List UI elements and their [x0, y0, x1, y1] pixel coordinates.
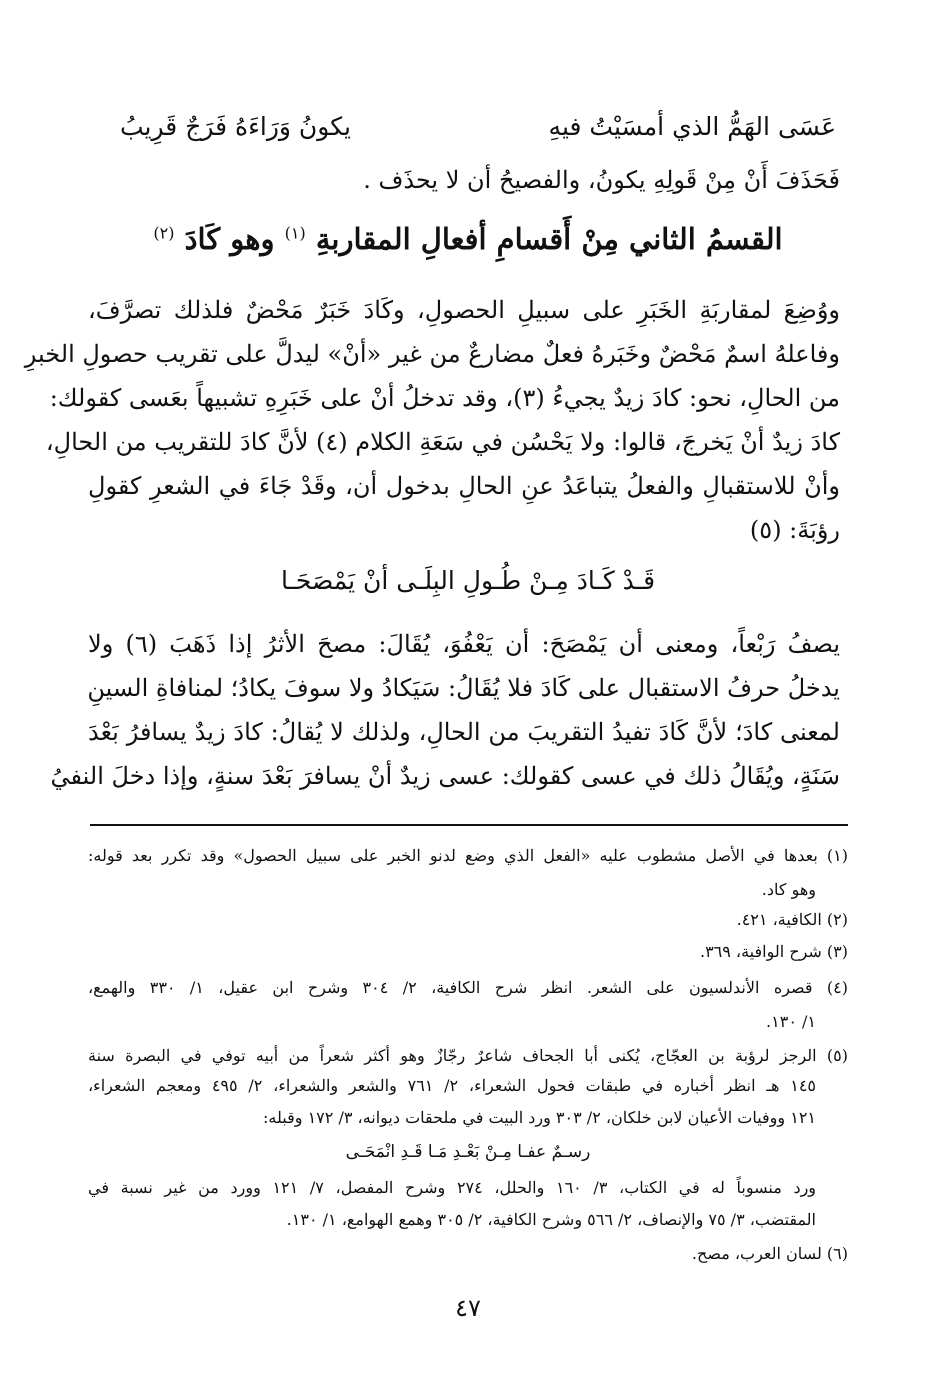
page-number: ٤٧: [455, 1294, 481, 1322]
footnote-1-cont: وهو كاد.: [761, 880, 816, 899]
text-line-4: من الحالِ، نحو: كادَ زيدٌ يجيءُ (٣)، وقد تدخلُ أنْ على خَبَرِهِ تشبيهاً بعَسى كقولك:: [49, 384, 840, 412]
poem-verse-2: قَـدْ كَـادَ مِـنْ طُـولِ البِلَـى أنْ يَمْصَحَـا: [280, 566, 656, 595]
footnote-4: (٤) قصره الأندلسيون على الشعر. انظر شرح الكافية، ٢/ ٣٠٤ وشرح ابن عقيل، ١/ ٣٣٠ والهمع،: [88, 978, 849, 997]
verse-first-hemistich: عَسَى الهَمُّ الذي أمسَيْتُ فيهِ: [548, 111, 836, 141]
footnote-ref-1: (١): [284, 223, 306, 243]
text-line-8: يصفُ رَبْعاً، ومعنى أن يَمْصَحَ: أن يَعْفُوَ، يُقَالَ: مصحَ الأثرُ إذا ذَهَبَ (٦) ولا: [88, 630, 840, 658]
footnote-2: (٢) الكافية، ٤٢١.: [736, 910, 848, 929]
text-line-7: رؤبَةَ: (٥): [749, 516, 840, 544]
footnote-1: (١) بعدها في الأصل مشطوب عليه «الفعل الذي وضع لدنو الخبر على سبيل الحصول» وقد تكرر بعد قوله:: [88, 846, 848, 865]
footnote-4-cont: ١/ ١٣٠.: [766, 1012, 816, 1031]
footnote-divider: [90, 824, 848, 826]
footnote-5: (٥) الرجز لرؤبة بن العجّاج، يُكنى أبا الجحاف شاعرٌ رجّازٌ وهو أكثر شعراً من أبيه توفي في البصرة سنة: [88, 1046, 848, 1065]
poem-verse-1: [120, 100, 836, 152]
text-line-9: يدخلُ حرفُ الاستقبال على كَادَ فلا يُقَالُ: سَيَكادُ ولا سوفَ يكادُ؛ لمنافاةِ السينِ: [87, 674, 840, 702]
footnote-5-line-3: ١٢١ ووفيات الأعيان لابن خلكان، ٢/ ٣٠٣ ورد البيت في ملحقات ديوانه، ٣/ ١٧٢ وقبله:: [263, 1108, 816, 1127]
text-line-5: كادَ زيدٌ أنْ يَخرجَ، قالوا: ولا يَحْسُن في سَعَةِ الكلام (٤) لأنَّ كادَ للتقريب من الحالِ،: [45, 428, 840, 456]
verse-second-hemistich: يكونُ وَرَاءَهُ فَرَجٌ قَرِيبُ: [120, 111, 351, 141]
heading-text-a: القسمُ الثاني مِنْ أَقسامِ أفعالِ المقاربةِ: [315, 222, 783, 256]
footnote-5-line-5: ورد منسوباً له في الكتاب، ٣/ ١٦٠ والحلل، ٢٧٤ وشرح المفصل، ٧/ ١٢١ وورد من غير نسبة في: [88, 1178, 817, 1197]
text-line-2: ووُضِعَ لمقاربَةِ الخَبَرِ على سبيلِ الحصولِ، وكَادَ خَبَرٌ مَحْضٌ فلذلك تصرَّفَ،: [88, 296, 840, 324]
footnote-ref-2: (٢): [153, 223, 175, 243]
heading-text-b: وهو كَادَ: [184, 222, 275, 256]
text-line-3: وفاعلهُ اسمٌ مَحْضٌ وخَبَرهُ فعلٌ مضارعٌ من غير «أنْ» ليدلَّ على تقريب حصولِ الخبرِ: [24, 340, 840, 368]
text-line-6: وأنْ للاستقبالِ والفعلُ يتباعَدُ عنِ الحالِ بدخول أن، وقَدْ جَاءَ في الشعرِ كقولِ: [88, 472, 840, 500]
text-line-1: فَحَذَفَ أَنْ مِنْ قَولِهِ يكونُ، والفصيحُ أن لا يحذَف .: [363, 166, 840, 194]
footnote-3: (٣) شرح الوافية، ٣٦٩.: [699, 942, 848, 961]
text-line-10: لمعنى كادَ؛ لأنَّ كَادَ تفيدُ التقريبَ من الحالِ، ولذلك لا يُقالُ: كادَ زيدٌ يسافرُ بَعْدَ: [88, 718, 840, 746]
footnote-5-line-6: المقتضب، ٣/ ٧٥ والإنصاف، ٢/ ٥٦٦ وشرح الكافية، ٢/ ٣٠٥ وهمع الهوامع، ١/ ١٣٠.: [286, 1210, 816, 1229]
footnote-5-verse: رسـمٌ عفـا مِـنْ بَعْـدِ مَـا قَـدِ انْمَحَـى: [345, 1142, 591, 1162]
text-line-11: سَنَةٍ، ويُقَالُ ذلك في عسى كقولك: عسى زيدٌ أنْ يسافرَ بَعْدَ سنةٍ، وإذا دخلَ النفيُ: [50, 762, 840, 790]
footnote-5-line-2: ١٤٥ هـ انظر أخباره في طبقات فحول الشعراء، ٢/ ٧٦١ والشعر والشعراء، ٢/ ٤٩٥ ومعجم الشعراء،: [88, 1076, 817, 1095]
footnote-6: (٦) لسان العرب، مصح.: [691, 1244, 848, 1263]
section-heading: [96, 222, 840, 256]
